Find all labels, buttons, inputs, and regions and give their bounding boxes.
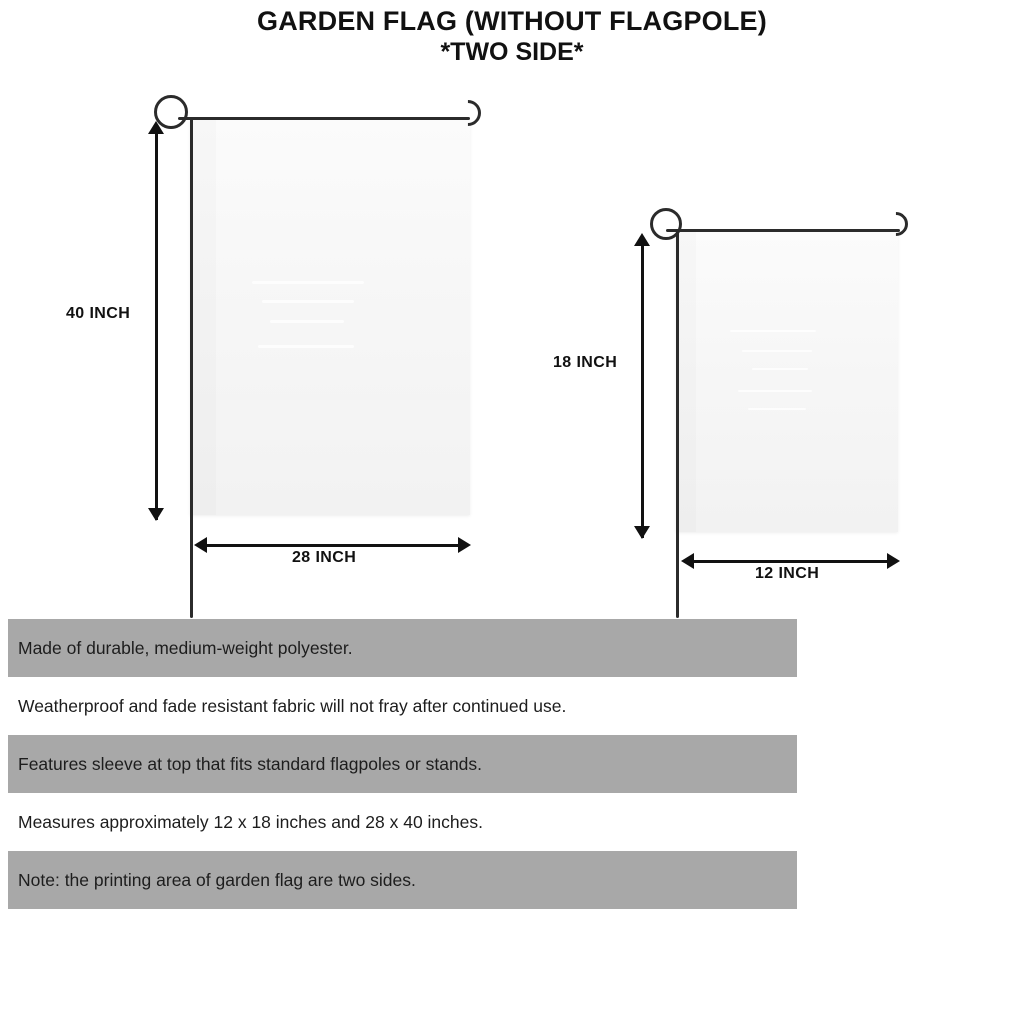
small-flag-height-dim-line [641, 242, 644, 538]
small-flag-height-arrow-bottom [634, 526, 650, 539]
large-flag-fold-1 [252, 281, 364, 284]
large-flag-height-arrow-top [148, 121, 164, 134]
feature-text: Note: the printing area of garden flag are two sides. [18, 869, 416, 890]
small-flag-height-label: 18 INCH [553, 354, 618, 371]
small-flag-fold-4 [738, 390, 812, 392]
small-flag-cloth [676, 232, 898, 532]
feature-text: Measures approximately 12 x 18 inches and 28 x 40 inches. [18, 811, 483, 832]
large-flag-width-arrow-right [458, 537, 471, 553]
list-item [8, 793, 797, 851]
small-flag-width-arrow-right [887, 553, 900, 569]
list-item [8, 677, 797, 735]
small-flag-fold-5 [748, 408, 806, 410]
large-flag-shade [190, 120, 216, 515]
page-title [0, 6, 1024, 67]
small-flag-fold-1 [730, 330, 816, 332]
small-flag-pole-stake [676, 230, 679, 618]
feature-text: Features sleeve at top that fits standard flagpoles or stands. [18, 753, 483, 774]
large-flag-fold-4 [258, 345, 354, 348]
large-flag-fold-2 [262, 300, 354, 303]
small-flag-height-arrow-top [634, 233, 650, 246]
small-flag-shade [676, 232, 696, 532]
large-flag-fold-3 [270, 320, 344, 323]
large-flag-height-dim-line [155, 130, 158, 520]
small-flag-pole-loop-icon [650, 208, 682, 240]
large-flag-pole-arm [178, 117, 470, 120]
large-flag-cloth [190, 120, 470, 515]
large-flag-width-arrow-left [194, 537, 207, 553]
large-flag-width-dim-line [203, 544, 463, 547]
large-flag-height-arrow-bottom [148, 508, 164, 521]
small-flag-fold-3 [752, 368, 808, 370]
feature-text: Weatherproof and fade resistant fabric will not fray after continued use. [18, 695, 567, 716]
small-flag-width-label: 12 INCH [755, 565, 820, 582]
large-flag-height-label: 40 INCH [66, 305, 131, 322]
list-item [8, 851, 797, 909]
list-item [8, 619, 797, 677]
small-flag-width-arrow-left [681, 553, 694, 569]
feature-text: Made of durable, medium-weight polyester. [18, 637, 353, 658]
small-flag-pole-arm [666, 229, 900, 232]
large-flag-pole-stake [190, 118, 193, 618]
title-line-1: GARDEN FLAG (WITHOUT FLAGPOLE) [257, 6, 767, 36]
small-flag-fold-2 [742, 350, 812, 352]
small-flag-width-dim-line [690, 560, 892, 563]
feature-list [8, 619, 797, 909]
list-item [8, 735, 797, 793]
large-flag-width-label: 28 INCH [292, 549, 357, 566]
title-line-2: *TWO SIDE* [440, 37, 584, 66]
